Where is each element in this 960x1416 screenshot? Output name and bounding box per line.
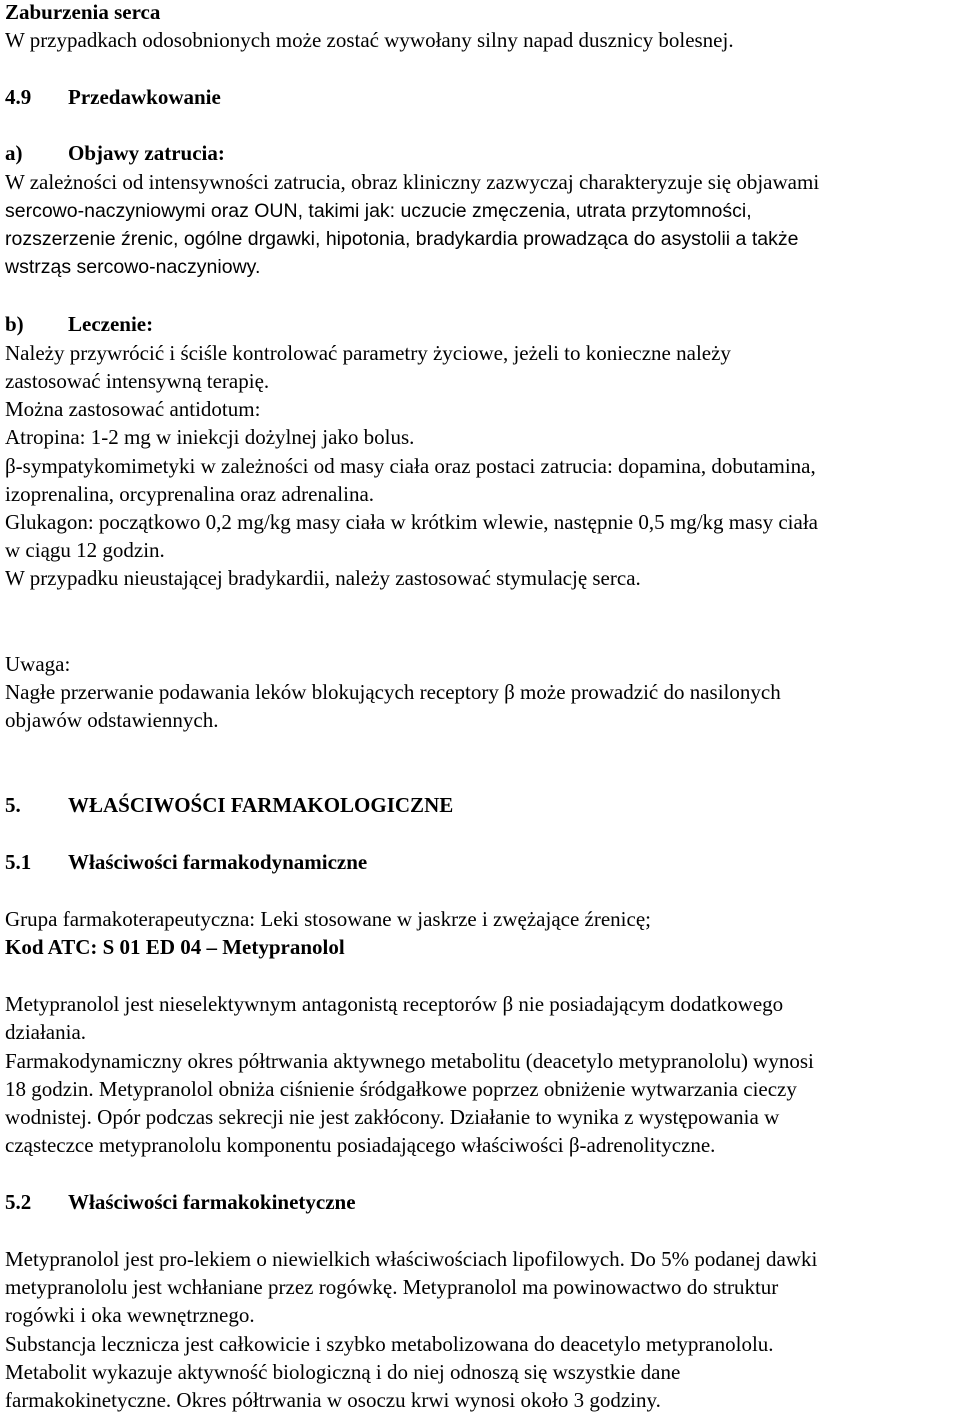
paragraph-line: Atropina: 1-2 mg w iniekcji dożylnej jako bolus.	[5, 425, 415, 449]
zaburzenia-text: W przypadkach odosobnionych może zostać wywołany silny napad dusznicy bolesnej.	[5, 28, 734, 52]
section-4-9-heading	[5, 85, 221, 109]
paragraph-line: Należy przywrócić i ściśle kontrolować parametry życiowe, jeżeli to konieczne należy	[5, 341, 731, 365]
subsection-letter: a)	[5, 141, 23, 165]
paragraph-line: rozszerzenie źrenic, ogólne drgawki, hipotonia, bradykardia prowadząca do asystolii a także	[5, 228, 799, 250]
paragraph-line: 18 godzin. Metypranolol obniża ciśnienie śródgałkowe poprzez obniżenie wytwarzania cieczy	[5, 1077, 797, 1101]
section-5-1-heading	[5, 850, 367, 874]
section-5-heading	[5, 793, 453, 817]
paragraph-line: Nagłe przerwanie podawania leków blokujących receptory β może prowadzić do nasilonych	[5, 680, 781, 704]
paragraph-line: Można zastosować antidotum:	[5, 397, 261, 421]
paragraph-line: Farmakodynamiczny okres półtrwania aktywnego metabolitu (deacetylo metypranololu) wynosi	[5, 1049, 814, 1073]
subsection-letter: b)	[5, 312, 24, 336]
section-title: Właściwości farmakokinetyczne	[68, 1190, 356, 1214]
paragraph-line: Glukagon: początkowo 0,2 mg/kg masy ciała w krótkim wlewie, następnie 0,5 mg/kg masy ciała	[5, 510, 818, 534]
section-title: Przedawkowanie	[68, 85, 221, 109]
paragraph-line: Metabolit wykazuje aktywność biologiczną i do niej odnoszą się wszystkie dane	[5, 1360, 681, 1384]
paragraph-line: Metypranolol jest nieselektywnym antagonistą receptorów β nie posiadającym dodatkowego	[5, 992, 784, 1016]
paragraph-line: cząsteczce metypranololu komponentu posiadającego właściwości β-adrenolityczne.	[5, 1133, 716, 1157]
section-title: Właściwości farmakodynamiczne	[68, 850, 368, 874]
section-number: 4.9	[5, 85, 32, 109]
uwaga-label: Uwaga:	[5, 652, 71, 676]
paragraph-line: objawów odstawiennych.	[5, 708, 219, 732]
grupa-line: Grupa farmakoterapeutyczna: Leki stosowane w jaskrze i zwężające źrenicę;	[5, 907, 651, 931]
paragraph-line: W zależności od intensywności zatrucia, obraz kliniczny zazwyczaj charakteryzuje się objawami	[5, 170, 820, 194]
section-5-2-heading	[5, 1190, 356, 1214]
subsection-a-heading	[5, 141, 225, 165]
kod-atc-line: Kod ATC: S 01 ED 04 – Metypranolol	[5, 935, 345, 959]
section-number: 5.	[5, 793, 21, 817]
section-number: 5.1	[5, 850, 32, 874]
paragraph-line: Substancja lecznicza jest całkowicie i szybko metabolizowana do deacetylo metypranololu.	[5, 1332, 774, 1356]
subsection-title: Leczenie:	[68, 312, 154, 336]
paragraph-line: rogówki i oka wewnętrznego.	[5, 1303, 255, 1327]
paragraph-line: w ciągu 12 godzin.	[5, 538, 165, 562]
subsection-b-heading	[5, 312, 153, 336]
paragraph-line: wodnistej. Opór podczas sekrecji nie jest zakłócony. Działanie to wynika z występowania w	[5, 1105, 780, 1129]
subsection-title: Objawy zatrucia:	[68, 141, 225, 165]
paragraph-line: sercowo-naczyniowymi oraz OUN, takimi jak: uczucie zmęczenia, utrata przytomności,	[5, 200, 752, 222]
paragraph-line: farmakokinetyczne. Okres półtrwania w osoczu krwi wynosi około 3 godziny.	[5, 1388, 661, 1412]
section-number: 5.2	[5, 1190, 32, 1214]
paragraph-line: W przypadku nieustającej bradykardii, należy zastosować stymulację serca.	[5, 566, 641, 590]
paragraph-line: Metypranolol jest pro-lekiem o niewielkich właściwościach lipofilowych. Do 5% podanej dawki	[5, 1247, 818, 1271]
section-title: WŁAŚCIWOŚCI FARMAKOLOGICZNE	[68, 793, 454, 817]
paragraph-line: izoprenalina, orcyprenalina oraz adrenalina.	[5, 482, 375, 506]
paragraph-line: β-sympatykomimetyki w zależności od masy ciała oraz postaci zatrucia: dopamina, dobutamina,	[5, 454, 816, 478]
paragraph-line: zastosować intensywną terapię.	[5, 369, 270, 393]
heading-zaburzenia-serca: Zaburzenia serca	[5, 0, 161, 24]
paragraph-line: wstrząs sercowo-naczyniowy.	[5, 256, 261, 278]
paragraph-line: metypranololu jest wchłaniane przez rogówkę. Metypranolol ma powinowactwo do struktur	[5, 1275, 779, 1299]
paragraph-line: działania.	[5, 1020, 87, 1044]
